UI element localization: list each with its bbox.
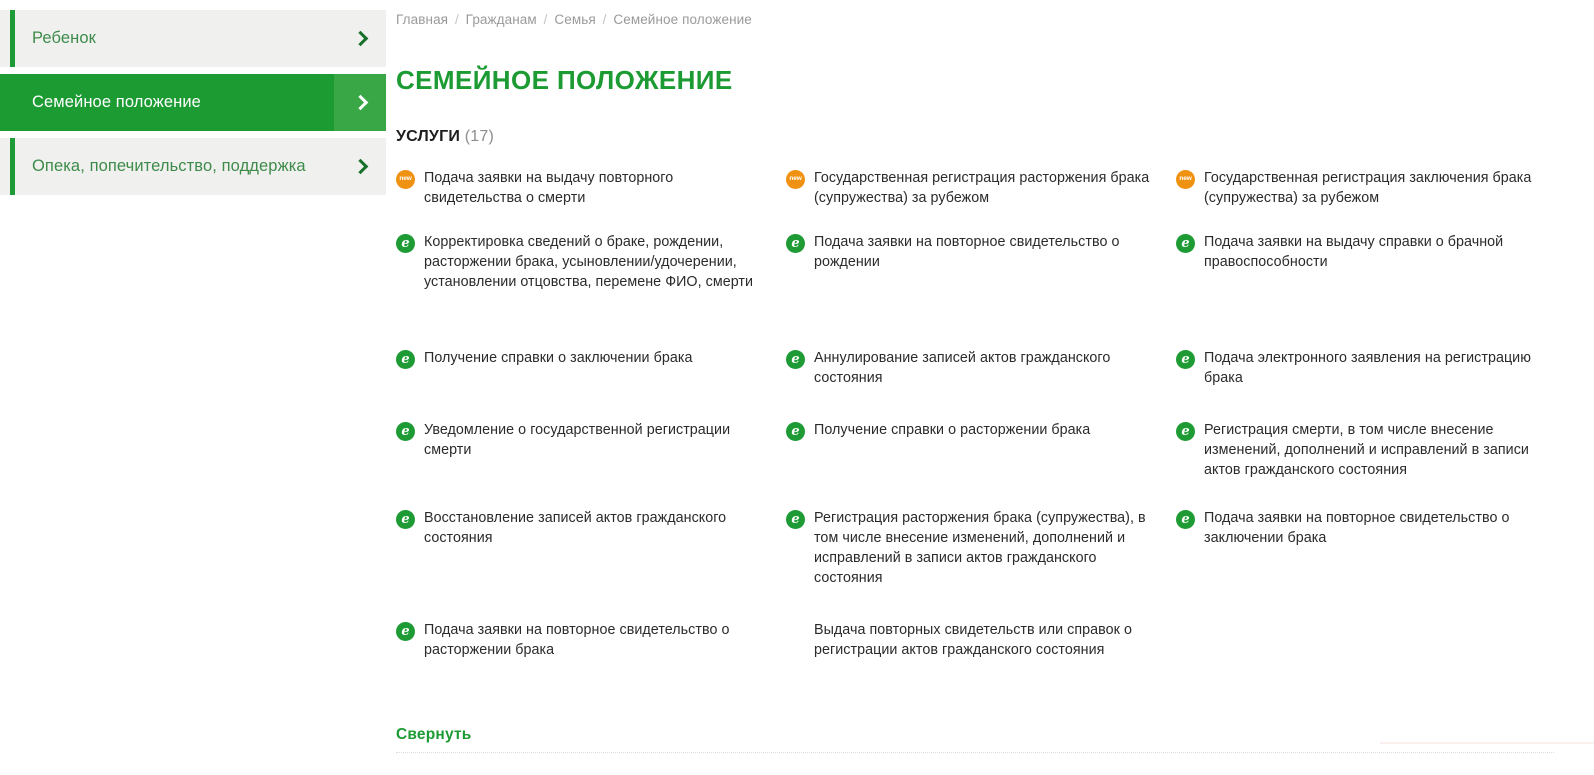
chevron-right-icon bbox=[352, 159, 368, 175]
sidebar-accent-bar bbox=[10, 138, 15, 195]
bottom-rule bbox=[1380, 742, 1594, 744]
service-item[interactable] bbox=[786, 620, 1176, 660]
service-item-label: Аннулирование записей актов гражданского состояния bbox=[814, 350, 1111, 386]
service-cell bbox=[786, 168, 1176, 232]
service-item[interactable] bbox=[396, 168, 786, 208]
sidebar-item-label: Семейное положение bbox=[32, 93, 201, 112]
service-item[interactable] bbox=[1176, 232, 1561, 272]
service-cell bbox=[396, 168, 786, 232]
service-item[interactable] bbox=[396, 232, 786, 292]
chevron-right-icon bbox=[352, 95, 368, 111]
breadcrumb bbox=[396, 12, 1574, 27]
service-item-label: Подача заявки на выдачу справки о брачной правоспособности bbox=[1204, 234, 1504, 270]
service-item-label: Подача заявки на повторное свидетельство о рождении bbox=[814, 234, 1120, 270]
sidebar-chevron-zone[interactable] bbox=[334, 74, 386, 131]
service-item-label: Подача электронного заявления на регистрацию брака bbox=[1204, 350, 1531, 386]
breadcrumb-separator: / bbox=[602, 12, 607, 27]
service-item[interactable] bbox=[786, 508, 1176, 588]
electronic-service-icon: e bbox=[1176, 234, 1195, 253]
service-item[interactable] bbox=[786, 168, 1176, 208]
electronic-service-icon: e bbox=[786, 422, 805, 441]
service-item-label: Корректировка сведений о браке, рождении, расторжении брака, усыновлении/удочерении, установлении отцовства, перемене ФИО, смерти bbox=[424, 234, 754, 290]
service-cell bbox=[786, 348, 1176, 420]
sidebar-item-semeynoe-polozhenie[interactable] bbox=[0, 74, 386, 131]
service-item[interactable] bbox=[396, 348, 786, 369]
service-cell bbox=[396, 620, 786, 712]
sidebar-chevron-zone[interactable] bbox=[334, 10, 386, 67]
services-label: УСЛУГИ bbox=[396, 128, 461, 145]
service-cell bbox=[1176, 620, 1561, 712]
service-item-label: Получение справки о заключении брака bbox=[424, 350, 693, 366]
main-content bbox=[386, 0, 1594, 753]
collapse-link[interactable]: Свернуть bbox=[396, 726, 472, 743]
service-cell bbox=[396, 232, 786, 348]
sidebar-chevron-zone[interactable] bbox=[334, 138, 386, 195]
electronic-service-icon: e bbox=[786, 510, 805, 529]
service-cell bbox=[786, 508, 1176, 620]
electronic-service-icon: e bbox=[396, 510, 415, 529]
electronic-service-icon: e bbox=[396, 622, 415, 641]
service-cell bbox=[786, 420, 1176, 508]
service-item[interactable] bbox=[396, 508, 786, 548]
sidebar-item-label: Опека, попечительство, поддержка bbox=[32, 157, 306, 176]
sidebar-item-opeka[interactable] bbox=[0, 138, 386, 195]
service-item-label: Подача заявки на выдачу повторного свидетельства о смерти bbox=[424, 170, 674, 206]
services-section-header bbox=[396, 128, 1574, 146]
breadcrumb-item-current: Семейное положение bbox=[613, 12, 752, 27]
chevron-right-icon bbox=[352, 31, 368, 47]
service-item-label: Подача заявки на повторное свидетельство о заключении брака bbox=[1204, 510, 1510, 546]
new-badge-icon: new bbox=[396, 170, 415, 189]
service-item[interactable] bbox=[1176, 168, 1561, 208]
electronic-service-icon: e bbox=[1176, 350, 1195, 369]
electronic-service-icon: e bbox=[396, 422, 415, 441]
sidebar-accent-bar bbox=[10, 10, 15, 67]
service-item[interactable] bbox=[1176, 508, 1561, 548]
service-item[interactable] bbox=[396, 620, 786, 660]
service-cell bbox=[1176, 508, 1561, 620]
service-cell bbox=[786, 620, 1176, 712]
services-grid bbox=[396, 168, 1574, 712]
no-icon-placeholder bbox=[786, 622, 805, 641]
breadcrumb-item-citizens[interactable]: Гражданам bbox=[465, 12, 537, 27]
service-item-label: Получение справки о расторжении брака bbox=[814, 422, 1091, 438]
breadcrumb-separator: / bbox=[543, 12, 548, 27]
service-item-label: Подача заявки на повторное свидетельство о расторжении брака bbox=[424, 622, 730, 658]
electronic-service-icon: e bbox=[396, 350, 415, 369]
service-item[interactable] bbox=[786, 348, 1176, 388]
service-item[interactable] bbox=[786, 232, 1176, 272]
service-item-label: Регистрация расторжения брака (супружества), в том числе внесение изменений, дополнений и исправлений в записи актов гражданского состояния bbox=[814, 510, 1146, 586]
service-item-label: Регистрация смерти, в том числе внесение изменений, дополнений и исправлений в записи актов гражданского состояния bbox=[1204, 422, 1529, 478]
service-item-label: Выдача повторных свидетельств или справок о регистрации актов гражданского состояния bbox=[814, 622, 1132, 658]
service-item[interactable] bbox=[786, 420, 1176, 441]
service-item-label: Восстановление записей актов гражданского состояния bbox=[424, 510, 727, 546]
electronic-service-icon: e bbox=[786, 350, 805, 369]
electronic-service-icon: e bbox=[786, 234, 805, 253]
service-item-label: Уведомление о государственной регистрации смерти bbox=[424, 422, 731, 458]
service-item-label: Государственная регистрация заключения брака (супружества) за рубежом bbox=[1204, 170, 1532, 206]
service-cell bbox=[1176, 232, 1561, 348]
sidebar-item-rebenok[interactable] bbox=[0, 10, 386, 67]
service-cell bbox=[786, 232, 1176, 348]
sidebar-item-label: Ребенок bbox=[32, 29, 96, 48]
service-item-label: Государственная регистрация расторжения брака (супружества) за рубежом bbox=[814, 170, 1150, 206]
service-cell bbox=[1176, 168, 1561, 232]
breadcrumb-item-family[interactable]: Семья bbox=[554, 12, 596, 27]
electronic-service-icon: e bbox=[1176, 510, 1195, 529]
service-item[interactable] bbox=[1176, 420, 1561, 480]
electronic-service-icon: e bbox=[1176, 422, 1195, 441]
new-badge-icon: new bbox=[786, 170, 805, 189]
services-count: (17) bbox=[464, 128, 494, 145]
electronic-service-icon: e bbox=[396, 234, 415, 253]
service-cell bbox=[1176, 420, 1561, 508]
service-cell bbox=[1176, 348, 1561, 420]
service-cell bbox=[396, 348, 786, 420]
sidebar bbox=[0, 0, 386, 202]
sidebar-accent-bar bbox=[10, 74, 15, 131]
section-divider bbox=[396, 752, 1554, 753]
service-cell bbox=[396, 508, 786, 620]
page-title: СЕМЕЙНОЕ ПОЛОЖЕНИЕ bbox=[396, 65, 733, 95]
breadcrumb-item-home[interactable]: Главная bbox=[396, 12, 449, 27]
service-item[interactable] bbox=[1176, 348, 1561, 388]
service-item[interactable] bbox=[396, 420, 786, 460]
new-badge-icon: new bbox=[1176, 170, 1195, 189]
breadcrumb-separator: / bbox=[454, 12, 459, 27]
service-cell bbox=[396, 420, 786, 508]
